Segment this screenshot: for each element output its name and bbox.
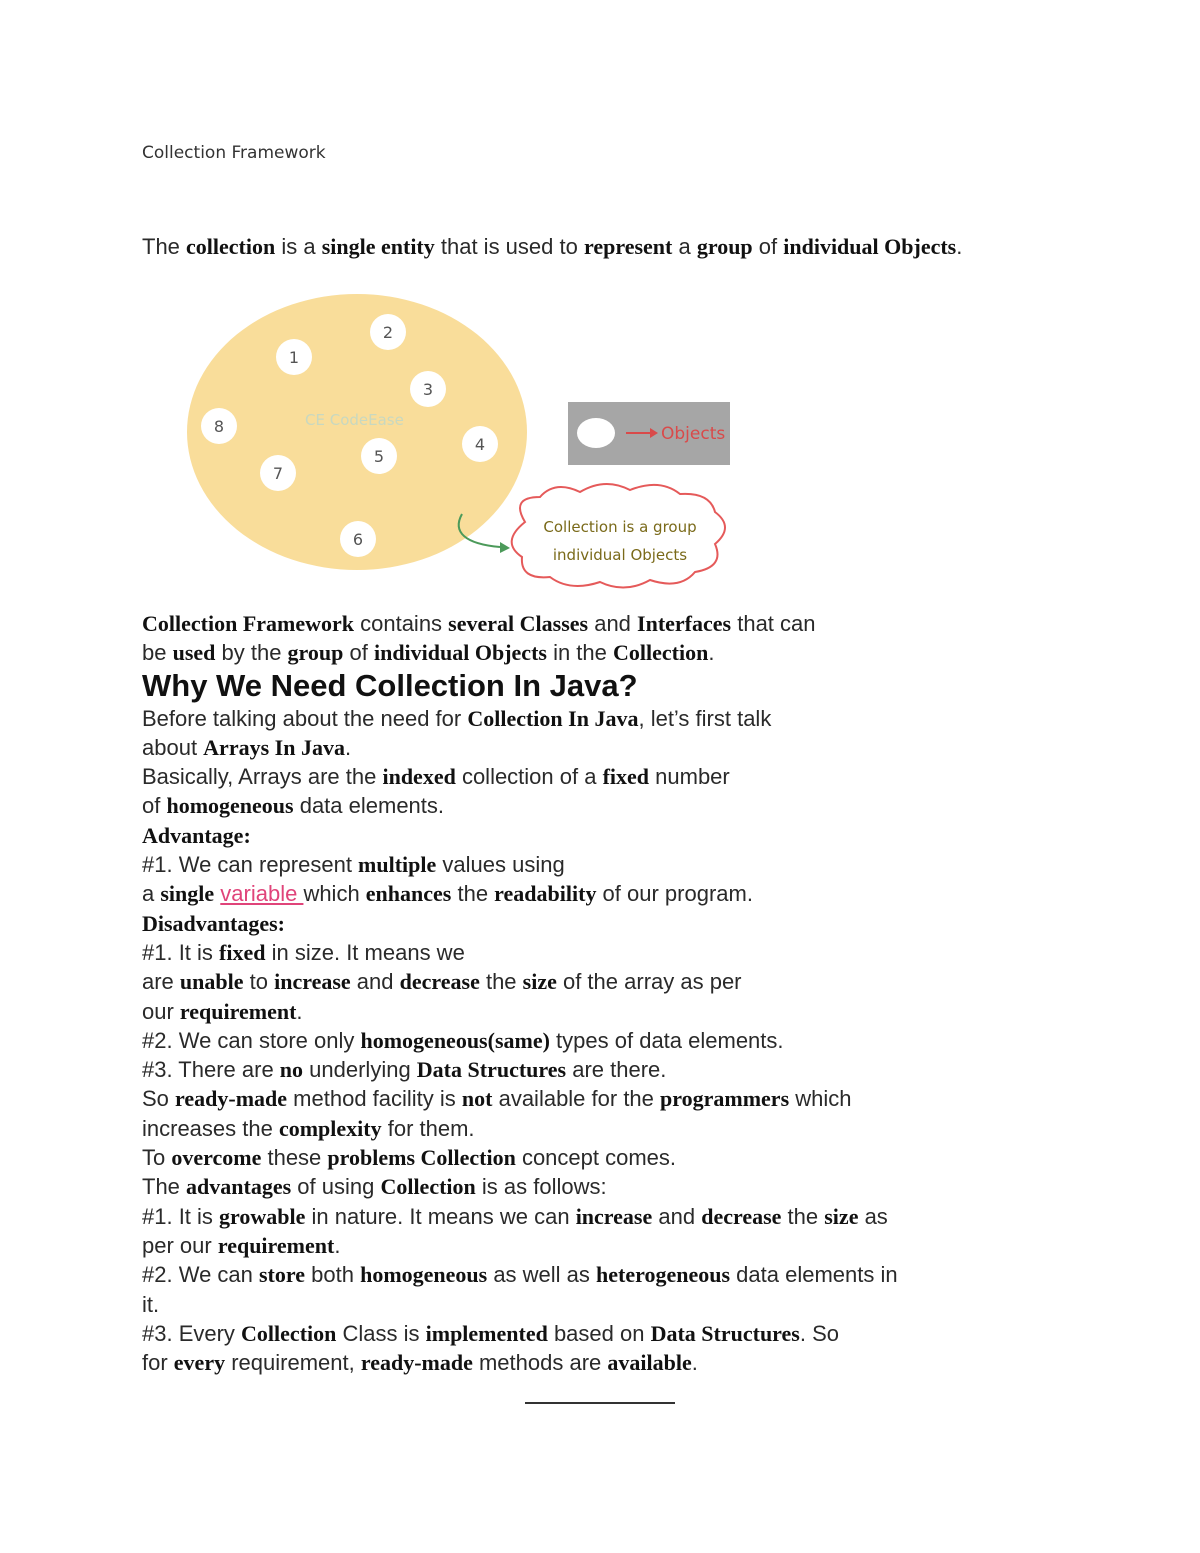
collection-figure	[180, 292, 740, 607]
advantage-line-2: a single variable which enhances the readability of our program.	[142, 881, 753, 907]
conclusion-line-2: The advantages of using Collection is as follows:	[142, 1174, 607, 1200]
object-label: 4	[474, 435, 486, 454]
disadvantage-line-7: increases the complexity for them.	[142, 1115, 475, 1141]
object-1	[276, 339, 312, 375]
objects-legend	[568, 402, 730, 465]
object-3	[410, 371, 446, 407]
conclusion-line-7: #3. Every Collection Class is implemented based on Data Structures. So	[142, 1320, 840, 1346]
cloud-line-1: Collection is a group	[543, 518, 697, 536]
arrays-line-3: Basically, Arrays are the indexed collection of a fixed number	[142, 764, 730, 790]
intro-paragraph: The collection is a single entity that is used to represent a group of individual Objects.	[142, 234, 963, 259]
disadvantages-title: Disadvantages:	[142, 910, 286, 936]
main-content	[142, 609, 1072, 1377]
object-label: 1	[288, 348, 300, 367]
watermark: CE CodeEase	[305, 411, 404, 429]
conclusion-line-3: #1. It is growable in nature. It means we can increase and decrease the size as	[142, 1203, 888, 1229]
legend-object-icon	[577, 418, 615, 448]
cloud-line-2: individual Objects	[552, 546, 688, 564]
arrow-head-icon	[500, 542, 510, 553]
arrays-line-4: of homogeneous data elements.	[142, 793, 445, 819]
arrays-line-2: about Arrays In Java.	[142, 734, 352, 760]
object-2	[370, 314, 406, 350]
disadvantage-line-4: #2. We can store only homogeneous(same) types of data elements.	[142, 1027, 784, 1053]
object-label: 5	[373, 447, 385, 466]
disadvantage-line-1: #1. It is fixed in size. It means we	[142, 939, 465, 965]
conclusion-line-1: To overcome these problems Collection concept comes.	[142, 1145, 677, 1171]
advantage-line-1: #1. We can represent multiple values using	[142, 852, 565, 878]
advantage-title: Advantage:	[142, 822, 251, 848]
object-label: 2	[382, 323, 394, 342]
disadvantage-line-5: #3. There are no underlying Data Structures are there.	[142, 1057, 667, 1083]
divider	[525, 1402, 675, 1404]
object-label: 3	[422, 380, 434, 399]
disadvantage-line-6: So ready-made method facility is not available for the programmers which	[142, 1086, 852, 1112]
object-label: 7	[272, 464, 284, 483]
conclusion-line-8: for every requirement, ready-made methods are available.	[142, 1350, 698, 1376]
disadvantage-line-2: are unable to increase and decrease the size of the array as per	[142, 969, 742, 995]
section-heading: Why We Need Collection In Java?	[142, 667, 638, 703]
framework-line-2: be used by the group of individual Objects in the Collection.	[142, 640, 715, 666]
collection-illustration	[180, 292, 740, 602]
arrays-line-1: Before talking about the need for Collection In Java, let’s first talk	[142, 705, 772, 731]
variable-link[interactable]: variable	[220, 881, 304, 907]
object-5	[361, 438, 397, 474]
framework-line-1: Collection Framework contains several Classes and Interfaces that can	[142, 611, 816, 636]
disadvantage-line-3: our requirement.	[142, 998, 303, 1024]
conclusion-line-5: #2. We can store both homogeneous as well as heterogeneous data elements in	[142, 1262, 898, 1288]
conclusion-line-6: it.	[142, 1291, 160, 1317]
object-7	[260, 455, 296, 491]
legend-label: Objects	[661, 424, 726, 444]
object-4	[462, 426, 498, 462]
object-8	[201, 408, 237, 444]
document-title: Collection Framework	[142, 143, 326, 163]
object-6	[340, 521, 376, 557]
object-label: 8	[213, 417, 225, 436]
object-label: 6	[352, 530, 364, 549]
conclusion-line-4: per our requirement.	[142, 1232, 341, 1258]
